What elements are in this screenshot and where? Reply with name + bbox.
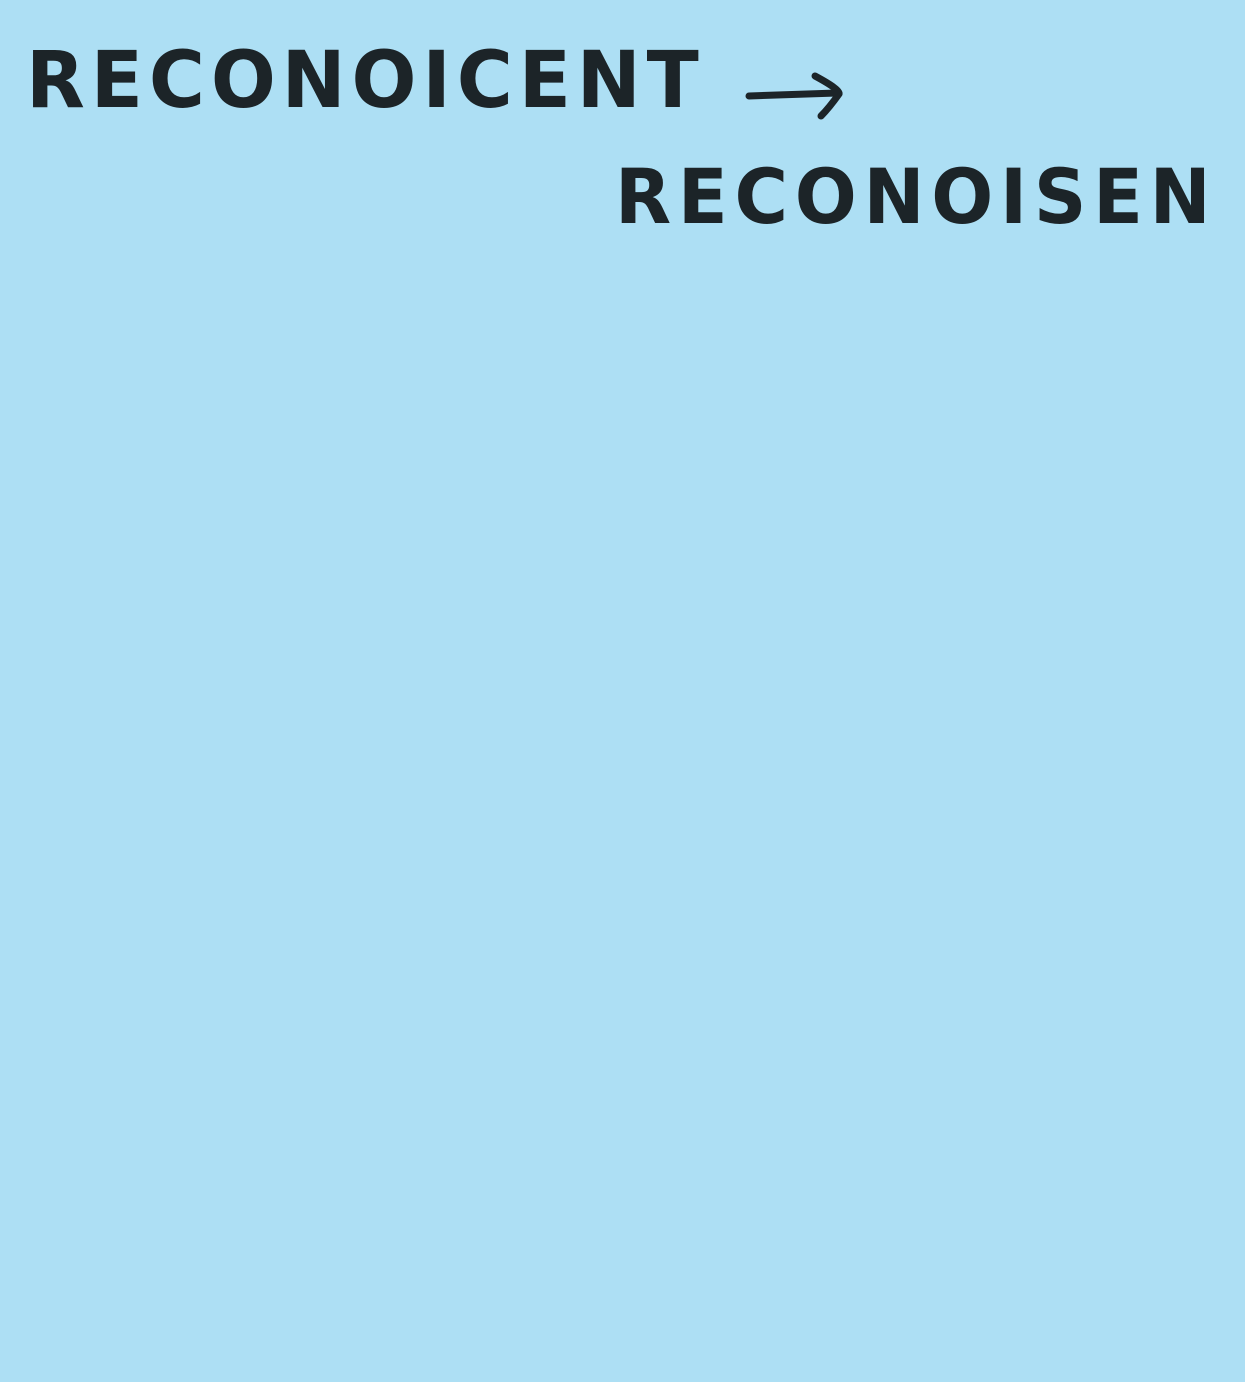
handwritten-word-converted: RECONOISEN — [615, 152, 1218, 241]
handwritten-word-original: RECONOICENT — [26, 36, 705, 126]
right-arrow-icon — [745, 60, 855, 130]
